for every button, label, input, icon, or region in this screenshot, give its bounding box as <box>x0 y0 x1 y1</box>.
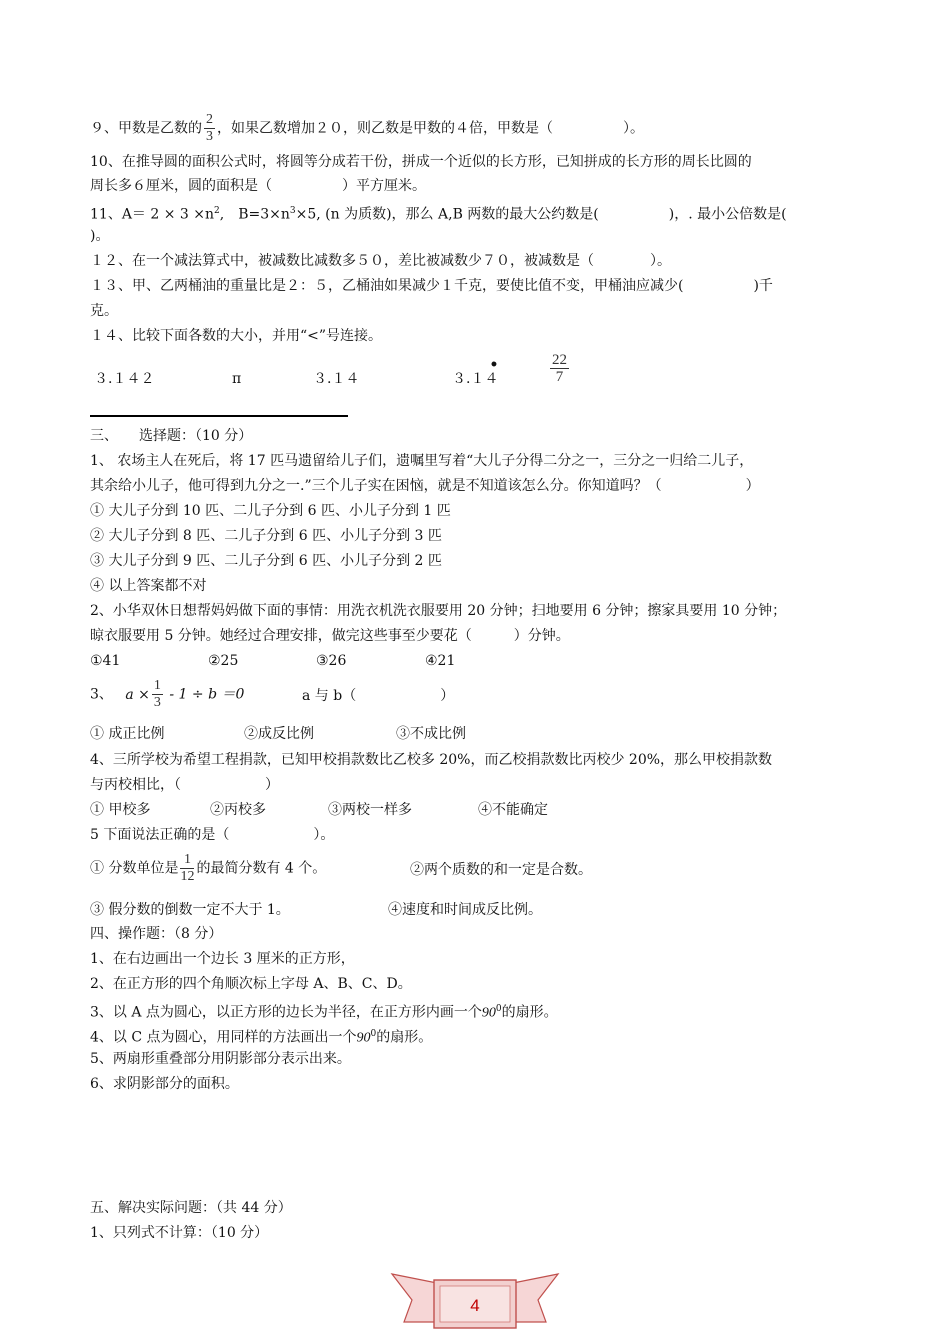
choice-5-option-1: ① 分数单位是 $\frac{1}{12}$ 的最简分数有 4 个。 <box>90 852 327 884</box>
question-11-line1: 11、$A= 2 \times 3 \times n^2$, $B=3\times n^3\times 5$, (n 为质数)，那么 A,B 两数的最大公约数是( )，. 最小公倍数是( <box>90 206 787 223</box>
question-12: １２、在一个减法算式中，被减数比减数多５０，差比被减数少７０，被减数是（ ）。 <box>90 253 671 269</box>
choice-5-option-4: ④速度和时间成反比例。 <box>388 902 542 918</box>
choice-2-option-1: ①41 <box>90 653 121 669</box>
question-13-line2: 克。 <box>90 303 118 319</box>
section-4-title: 四、操作题：（8 分） <box>90 926 223 942</box>
question-11-line2: )。 <box>90 228 110 244</box>
solve-step-1: 1、只列式不计算：（10 分） <box>90 1225 269 1241</box>
choice-3-equation: 3、 a × $\frac{1}{3}$ - 1 ÷ b ＝0 <box>90 678 245 710</box>
choice-4-option-2: ②丙校多 <box>210 802 266 818</box>
choice-3-option-1: ① 成正比例 <box>90 726 165 742</box>
section-3-title: 三、 选择题：（10 分） <box>90 428 253 444</box>
number-3-14: ３.１４ <box>313 371 360 387</box>
fraction-2-3: $\frac{2}{3}$ <box>206 112 213 144</box>
operation-step-4: 4、以 C 点为圆心，用同样的方法画出一个$90^0$的扇形。 <box>90 1029 433 1046</box>
operation-step-3: 3、以 A 点为圆心，以正方形的边长为半径，在正方形内画一个$90^0$的扇形。 <box>90 1004 558 1021</box>
choice-2-line2: 晾衣服要用 5 分钟。她经过合理安排，做完这些事至少要花（ ）分钟。 <box>90 628 570 644</box>
question-10-line2: 周长多６厘米，圆的面积是（ ）平方厘米。 <box>90 178 426 194</box>
question-14: １４、比较下面各数的大小，并用“<”号连接。 <box>90 328 383 344</box>
choice-5-option-3: ③ 假分数的倒数一定不大于 1。 <box>90 902 290 918</box>
choice-3-option-2: ②成反比例 <box>244 726 314 742</box>
choice-4-line2: 与丙校相比，（ ） <box>90 777 279 793</box>
choice-5-option-2: ②两个质数的和一定是合数。 <box>410 862 592 878</box>
choice-4-option-4: ④不能确定 <box>478 802 548 818</box>
section-5-title: 五、解决实际问题：（共 44 分） <box>90 1200 292 1216</box>
choice-1-option-4: ④ 以上答案都不对 <box>90 578 207 594</box>
choice-2-option-2: ②25 <box>208 653 239 669</box>
choice-4-line1: 4、三所学校为希望工程捐款，已知甲校捐款数比乙校多 20%，而乙校捐款数比丙校少 20%，那么甲校捐款数 <box>90 752 773 768</box>
choice-1-option-3: ③ 大儿子分到 9 匹、二儿子分到 6 匹、小儿子分到 2 匹 <box>90 553 442 569</box>
operation-step-6: 6、求阴影部分的面积。 <box>90 1076 239 1092</box>
choice-4-option-1: ① 甲校多 <box>90 802 151 818</box>
operation-step-2: 2、在正方形的四个角顺次标上字母 A、B、C、D。 <box>90 976 412 992</box>
number-3-14-repeating: ３.１４ • <box>452 357 499 387</box>
choice-4-option-3: ③两校一样多 <box>328 802 412 818</box>
question-9: ９、甲数是乙数的 $\frac{2}{3}$ ，如果乙数增加２０，则乙数是甲数的４倍，甲数是（ ）。 <box>90 112 644 144</box>
choice-1-option-1: ① 大儿子分到 10 匹、二儿子分到 6 匹、小儿子分到 1 匹 <box>90 503 451 519</box>
choice-2-option-4: ④21 <box>425 653 456 669</box>
number-pi: π <box>232 371 242 387</box>
number-3-142: ３.１４２ <box>94 371 155 387</box>
choice-3-tail: a 与 b（ ） <box>302 688 455 704</box>
horizontal-rule <box>90 415 348 417</box>
choice-2-line1: 2、小华双休日想帮妈妈做下面的事情：用洗衣机洗衣服要用 20 分钟；扫地要用 6 分钟；擦家具要用 10 分钟； <box>90 603 787 619</box>
question-10-line1: 10、在推导圆的面积公式时，将圆等分成若干份，拼成一个近似的长方形，已知拼成的长方形的周长比圆的 <box>90 154 752 170</box>
choice-2-option-3: ③26 <box>316 653 347 669</box>
choice-5-stem: 5 下面说法正确的是（ ）。 <box>90 827 335 843</box>
question-13-line1: １３、甲、乙两桶油的重量比是２：５，乙桶油如果减少１千克，要使比值不变，甲桶油应减少( )千 <box>90 278 773 294</box>
choice-1-line2: 其余给小儿子，他可得到九分之一.”三个儿子实在困恼，就是不知道该怎么分。你知道吗？（ ） <box>90 478 760 494</box>
fraction-22-7: $\frac{22}{7}$ <box>552 352 567 385</box>
operation-step-5: 5、两扇形重叠部分用阴影部分表示出来。 <box>90 1051 351 1067</box>
page-number: 4 <box>470 1296 480 1315</box>
operation-step-1: 1、在右边画出一个边长 3 厘米的正方形， <box>90 951 355 967</box>
repeating-dot-mark: • <box>489 357 499 373</box>
choice-1-line1: 1、 农场主人在死后，将 17 匹马遗留给儿子们，遗嘱里写着“大儿子分得二分之一，三分之一归给二儿子， <box>90 453 754 469</box>
choice-1-option-2: ② 大儿子分到 8 匹、二儿子分到 6 匹、小儿子分到 3 匹 <box>90 528 442 544</box>
choice-3-option-3: ③不成比例 <box>396 726 466 742</box>
page-number-ribbon <box>390 1268 560 1344</box>
